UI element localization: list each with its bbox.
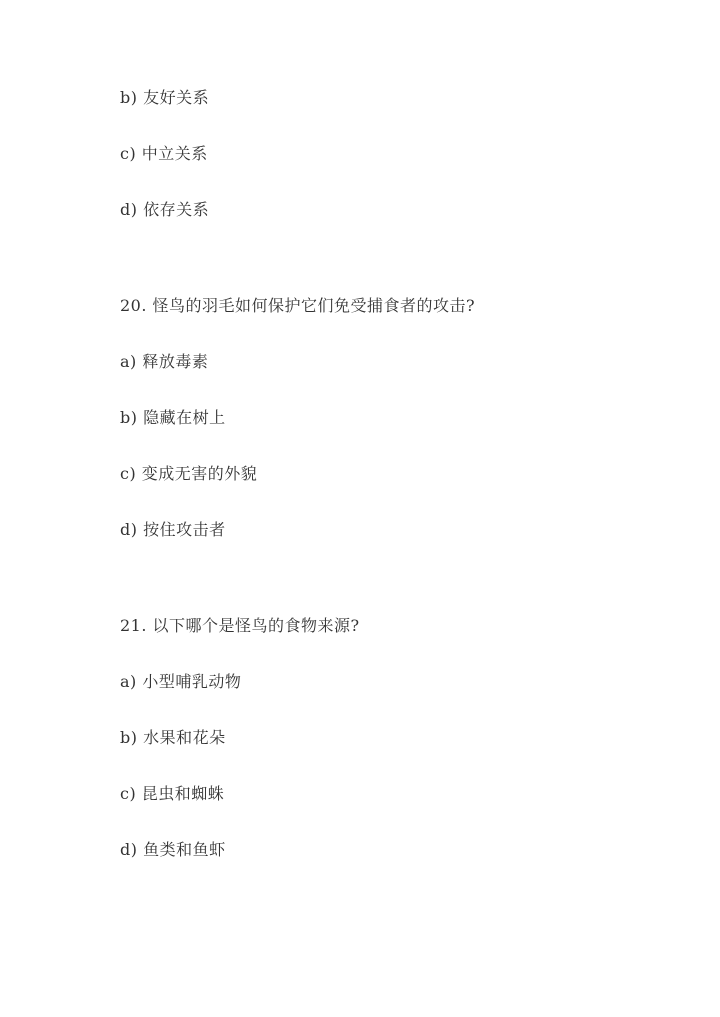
prev-question-option-d (120, 200, 209, 220)
option-letter: a) (120, 672, 137, 691)
prev-question-option-b (120, 88, 209, 108)
option-letter: d) (120, 840, 138, 859)
option-text: 中立关系 (141, 144, 208, 163)
question-20 (120, 296, 475, 316)
option-letter: c) (120, 784, 137, 803)
question-21-option-b (120, 728, 226, 748)
question-number: 21. (120, 616, 147, 635)
question-text: 怪鸟的羽毛如何保护它们免受捕食者的攻击? (152, 296, 476, 315)
question-20-option-a (120, 352, 208, 372)
option-letter: b) (120, 728, 138, 747)
question-20-option-d (120, 520, 226, 540)
option-letter: b) (120, 88, 138, 107)
question-20-option-b (120, 408, 226, 428)
question-21 (120, 616, 360, 636)
option-text: 释放毒素 (142, 352, 209, 371)
option-letter: d) (120, 520, 138, 539)
option-text: 水果和花朵 (143, 728, 226, 747)
option-letter: d) (120, 200, 138, 219)
question-21-option-d (120, 840, 226, 860)
prev-question-option-c (120, 144, 208, 164)
option-text: 小型哺乳动物 (142, 672, 242, 691)
question-text: 以下哪个是怪鸟的食物来源? (152, 616, 360, 635)
question-21-option-c (120, 784, 224, 804)
option-text: 鱼类和鱼虾 (143, 840, 226, 859)
option-text: 变成无害的外貌 (141, 464, 258, 483)
question-number: 20. (120, 296, 147, 315)
option-text: 按住攻击者 (143, 520, 226, 539)
option-text: 隐藏在树上 (143, 408, 226, 427)
option-text: 友好关系 (143, 88, 210, 107)
question-20-option-c (120, 464, 257, 484)
option-letter: c) (120, 464, 137, 483)
question-21-option-a (120, 672, 241, 692)
option-letter: a) (120, 352, 137, 371)
option-letter: b) (120, 408, 138, 427)
option-text: 依存关系 (143, 200, 210, 219)
option-text: 昆虫和蜘蛛 (141, 784, 225, 803)
option-letter: c) (120, 144, 137, 163)
